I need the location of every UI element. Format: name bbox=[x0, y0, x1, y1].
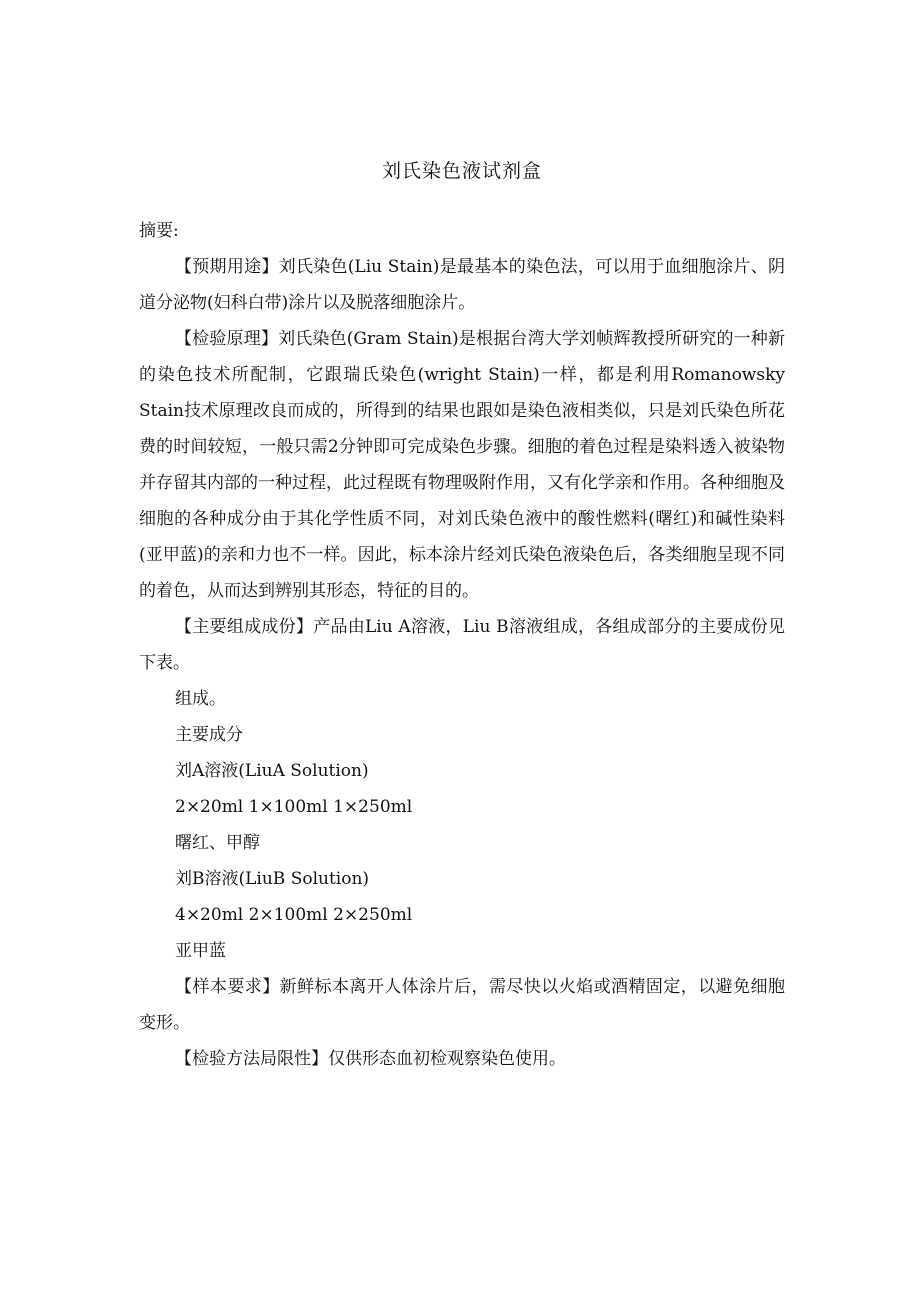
document-body bbox=[139, 213, 785, 1077]
principle-paragraph: 【检验原理】刘氏染色(Gram Stain)是根据台湾大学刘帧辉教授所研究的一种新的染色技术所配制，它跟瑞氏染色(wright Stain)一样，都是利用Romanowsky Stain技术原理改良而成的，所得到的结果也跟如是染色液相类似，只是刘氏染色所花费的时间较短，一般只需2分钟即可完成染色步骤。细胞的着色过程是染料透入被染物并存留其内部的一种过程，此过程既有物理吸附作用，又有化学亲和作用。各种细胞及细胞的各种成分由于其化学性质不同，对刘氏染色液中的酸性燃料(曙红)和碱性染料(亚甲蓝)的亲和力也不一样。因此，标本涂片经刘氏染色液染色后，各类细胞呈现不同的着色，从而达到辨别其形态，特征的目的。 bbox=[139, 329, 785, 601]
intended-use-paragraph: 【预期用途】刘氏染色(Liu Stain)是最基本的染色法，可以用于血细胞涂片、阴道分泌物(妇科白带)涂片以及脱落细胞涂片。 bbox=[139, 257, 785, 313]
document-title: 刘氏染色液试剂盒 bbox=[381, 160, 542, 182]
table-item-solution-b-ingredients: 亚甲蓝 bbox=[175, 941, 226, 961]
table-item-solution-a-specs: 2×20ml 1×100ml 1×250ml bbox=[175, 797, 413, 817]
table-item-composition-header: 组成。 bbox=[175, 689, 226, 709]
table-item-solution-b-name: 刘B溶液(LiuB Solution) bbox=[175, 869, 370, 889]
sample-requirements-paragraph: 【样本要求】新鲜标本离开人体涂片后，需尽快以火焰或酒精固定，以避免细胞变形。 bbox=[139, 977, 785, 1033]
table-item-solution-a-name: 刘A溶液(LiuA Solution) bbox=[175, 761, 369, 781]
table-item-main-ingredients-header: 主要成分 bbox=[175, 725, 243, 745]
limitation-paragraph: 【检验方法局限性】仅供形态血初检观察染色使用。 bbox=[175, 1049, 566, 1069]
composition-paragraph: 【主要组成成份】产品由Liu A溶液，Liu B溶液组成，各组成部分的主要成份见下表。 bbox=[139, 617, 785, 673]
table-item-solution-b-specs: 4×20ml 2×100ml 2×250ml bbox=[175, 905, 413, 925]
table-item-solution-a-ingredients: 曙红、甲醇 bbox=[175, 833, 260, 853]
abstract-label: 摘要: bbox=[139, 221, 179, 241]
